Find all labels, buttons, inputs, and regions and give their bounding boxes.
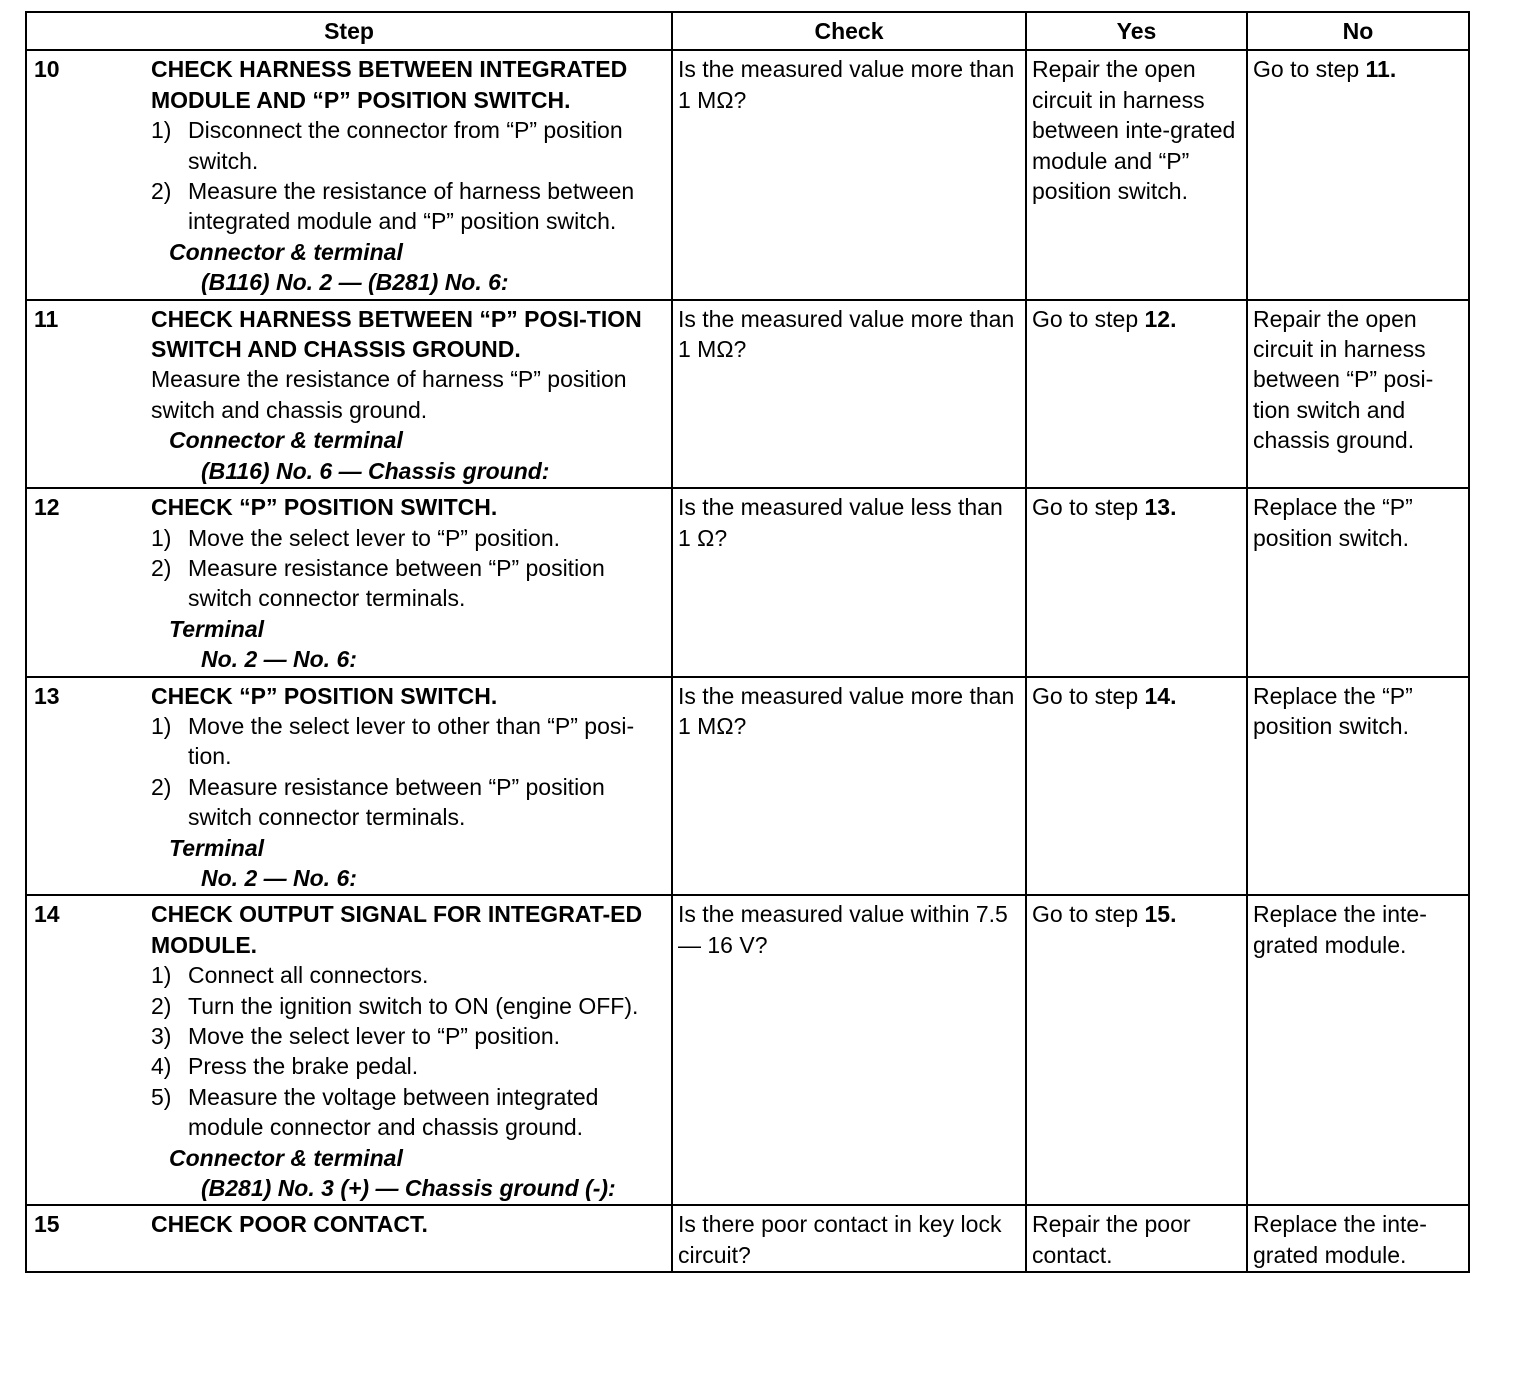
substep-number: 1) xyxy=(151,712,172,739)
yes-cell xyxy=(1026,895,1247,1205)
substep-item xyxy=(151,1082,667,1143)
substep-list xyxy=(151,960,667,1142)
connector-terminal: (B281) No. 3 (+) — Chassis ground (-): xyxy=(201,1175,616,1202)
substep-number: 1) xyxy=(151,524,172,551)
yes-text: Go to step xyxy=(1032,305,1139,332)
substep-item xyxy=(151,115,667,176)
check-cell xyxy=(672,50,1026,299)
step-number: 13 xyxy=(34,682,60,709)
substep-list xyxy=(151,523,667,614)
yes-cell xyxy=(1026,677,1247,896)
check-cell xyxy=(672,895,1026,1205)
connector-terminal: No. 2 — No. 6: xyxy=(201,646,357,673)
check-cell xyxy=(672,488,1026,676)
connector-label: Connector & terminal xyxy=(169,1144,403,1171)
table-row xyxy=(26,895,1469,1205)
substep-list xyxy=(151,711,667,833)
table-row xyxy=(26,300,1469,488)
substep-item xyxy=(151,1021,667,1051)
connector-label: Connector & terminal xyxy=(169,238,403,265)
check-text: Is the measured value more than 1 MΩ? xyxy=(678,56,1015,113)
connector-terminal: (B116) No. 2 — (B281) No. 6: xyxy=(201,269,509,296)
table-row xyxy=(26,50,1469,299)
check-cell xyxy=(672,677,1026,896)
substep-text: Move the select lever to “P” position. xyxy=(188,1023,560,1049)
yes-cell xyxy=(1026,300,1247,488)
substep-item xyxy=(151,1051,667,1081)
substep-text: Measure resistance between “P” position switch connector terminals. xyxy=(188,554,605,612)
step-title: CHECK HARNESS BETWEEN “P” POSI-TION SWITCH AND CHASSIS GROUND. xyxy=(151,305,642,363)
table-row xyxy=(26,488,1469,676)
yes-cell xyxy=(1026,488,1247,676)
yes-step-ref: 12. xyxy=(1144,305,1177,332)
check-text: Is the measured value within 7.5 — 16 V? xyxy=(678,901,1008,958)
yes-text: Repair the open circuit in harness between inte-grated module and “P” position switch. xyxy=(1032,56,1236,205)
substep-number: 2) xyxy=(151,992,172,1019)
substep-item xyxy=(151,772,667,833)
no-text: Replace the “P” position switch. xyxy=(1253,494,1413,551)
connector-terminal: No. 2 — No. 6: xyxy=(201,864,357,891)
step-description: Measure the resistance of harness “P” position switch and chassis ground. xyxy=(151,366,627,423)
no-text: Repair the open circuit in harness between “P” posi-tion switch and chassis ground. xyxy=(1253,305,1434,454)
substep-text: Press the brake pedal. xyxy=(188,1053,419,1080)
step-cell xyxy=(26,1205,672,1272)
no-text: Replace the inte-grated module. xyxy=(1253,1211,1427,1268)
substep-item xyxy=(151,711,667,772)
step-title: CHECK HARNESS BETWEEN INTEGRATED MODULE AND “P” POSITION SWITCH. xyxy=(151,56,628,113)
substep-text: Disconnect the connector from “P” position switch. xyxy=(188,117,623,174)
check-cell xyxy=(672,1205,1026,1272)
no-cell xyxy=(1247,1205,1469,1272)
substep-item xyxy=(151,176,667,237)
substep-number: 2) xyxy=(151,773,172,800)
no-cell xyxy=(1247,677,1469,896)
step-title: CHECK “P” POSITION SWITCH. xyxy=(151,682,498,709)
substep-number: 3) xyxy=(151,1023,172,1049)
no-text: Replace the “P” position switch. xyxy=(1253,682,1413,739)
check-text: Is there poor contact in key lock circuit? xyxy=(678,1211,1002,1268)
diagnostic-table xyxy=(25,11,1470,1273)
table-row xyxy=(26,677,1469,896)
substep-number: 4) xyxy=(151,1053,172,1080)
substep-number: 1) xyxy=(151,962,172,989)
substep-item xyxy=(151,991,667,1021)
yes-text: Go to step xyxy=(1032,494,1139,521)
substep-text: Measure the voltage between integrated module connector and chassis ground. xyxy=(188,1083,599,1141)
connector-terminal: (B116) No. 6 — Chassis ground: xyxy=(201,457,550,484)
step-title: CHECK OUTPUT SIGNAL FOR INTEGRAT-ED MODULE. xyxy=(151,901,643,958)
step-title: CHECK “P” POSITION SWITCH. xyxy=(151,494,498,521)
step-title: CHECK POOR CONTACT. xyxy=(151,1211,428,1238)
header-row xyxy=(26,12,1469,50)
substep-number: 1) xyxy=(151,117,172,144)
yes-cell xyxy=(1026,50,1247,299)
table-row xyxy=(26,1205,1469,1272)
substep-item xyxy=(151,523,667,553)
substep-text: Connect all connectors. xyxy=(188,962,429,989)
substep-text: Measure resistance between “P” position switch connector terminals. xyxy=(188,773,605,831)
no-text: Go to step xyxy=(1253,56,1360,83)
substep-text: Move the select lever to “P” position. xyxy=(188,524,560,551)
substep-text: Measure the resistance of harness between integrated module and “P” position switch. xyxy=(188,178,635,235)
header-yes: Yes xyxy=(1026,12,1247,50)
check-cell xyxy=(672,300,1026,488)
no-cell xyxy=(1247,895,1469,1205)
substep-number: 5) xyxy=(151,1083,172,1110)
step-number: 10 xyxy=(34,56,60,83)
header-no: No xyxy=(1247,12,1469,50)
yes-step-ref: 15. xyxy=(1144,901,1177,928)
check-text: Is the measured value more than 1 MΩ? xyxy=(678,305,1015,363)
step-number: 11 xyxy=(34,305,59,332)
step-cell xyxy=(26,677,672,896)
step-number: 12 xyxy=(34,494,60,521)
substep-item xyxy=(151,553,667,614)
connector-label: Terminal xyxy=(169,834,265,861)
yes-cell xyxy=(1026,1205,1247,1272)
no-cell xyxy=(1247,300,1469,488)
step-cell xyxy=(26,488,672,676)
connector-label: Terminal xyxy=(169,615,265,642)
step-cell xyxy=(26,895,672,1205)
no-cell xyxy=(1247,488,1469,676)
header-step: Step xyxy=(26,12,672,50)
no-step-ref: 11. xyxy=(1365,56,1397,83)
step-cell xyxy=(26,300,672,488)
no-text: Replace the inte-grated module. xyxy=(1253,901,1427,958)
substep-number: 2) xyxy=(151,178,172,205)
yes-text: Repair the poor contact. xyxy=(1032,1211,1191,1268)
substep-text: Move the select lever to other than “P” posi-tion. xyxy=(188,712,635,770)
step-cell xyxy=(26,50,672,299)
no-cell xyxy=(1247,50,1469,299)
check-text: Is the measured value more than 1 MΩ? xyxy=(678,682,1015,739)
step-number: 14 xyxy=(34,901,60,928)
yes-step-ref: 13. xyxy=(1144,494,1177,521)
connector-label: Connector & terminal xyxy=(169,427,403,454)
header-check: Check xyxy=(672,12,1026,50)
substep-number: 2) xyxy=(151,554,172,581)
yes-text: Go to step xyxy=(1032,682,1139,709)
yes-step-ref: 14. xyxy=(1144,682,1177,709)
check-text: Is the measured value less than 1 Ω? xyxy=(678,494,1003,551)
step-number: 15 xyxy=(34,1211,60,1238)
substep-item xyxy=(151,960,667,990)
substep-text: Turn the ignition switch to ON (engine OFF). xyxy=(188,992,639,1019)
substep-list xyxy=(151,115,667,237)
yes-text: Go to step xyxy=(1032,901,1139,928)
